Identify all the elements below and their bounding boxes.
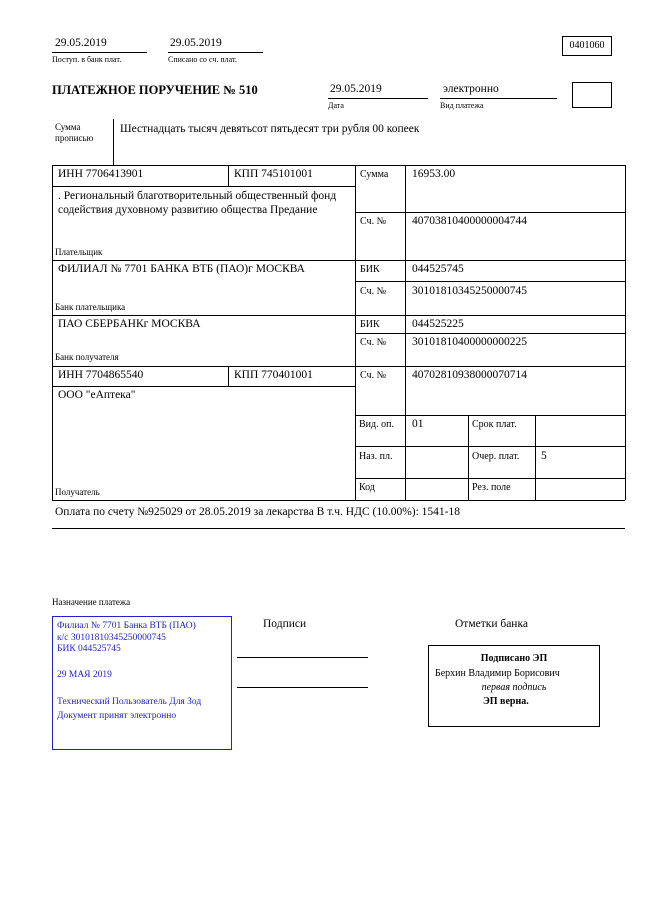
table-border bbox=[355, 415, 625, 416]
debited-date-label: Списано со сч. плат. bbox=[168, 55, 237, 64]
ep-verified: ЭП верна. bbox=[483, 696, 529, 707]
signature-kind: первая подпись bbox=[481, 682, 547, 693]
payee-inn: ИНН 7704865540 bbox=[58, 369, 144, 381]
received-date-underline bbox=[52, 52, 147, 53]
payee-section-label: Получатель bbox=[55, 487, 100, 497]
purpose-label: Назначение платежа bbox=[52, 597, 131, 607]
table-border bbox=[355, 478, 625, 479]
priority-label: Очер. плат. bbox=[472, 451, 520, 462]
received-date: 29.05.2019 bbox=[55, 37, 107, 49]
table-border bbox=[228, 165, 229, 186]
debited-date-underline bbox=[168, 52, 263, 53]
table-border bbox=[52, 366, 625, 367]
payee-bank-bik-label: БИК bbox=[360, 319, 380, 330]
stamp-date: 29 МАЯ 2019 bbox=[57, 669, 112, 680]
amount-value: 16953.00 bbox=[412, 168, 456, 180]
table-border bbox=[355, 446, 625, 447]
payer-bank-account-label: Сч. № bbox=[360, 286, 387, 297]
signature-line bbox=[237, 687, 368, 688]
payment-kind-value: электронно bbox=[443, 83, 499, 95]
signature-line bbox=[237, 657, 368, 658]
table-border bbox=[355, 212, 625, 213]
table-border bbox=[52, 260, 625, 261]
due-label: Срок плат. bbox=[472, 419, 517, 430]
document-date: 29.05.2019 bbox=[330, 83, 382, 95]
stamp-bik: БИК 044525745 bbox=[57, 644, 121, 654]
priority-value: 5 bbox=[541, 450, 547, 462]
amount-label: Сумма bbox=[360, 169, 389, 180]
payer-section-label: Плательщик bbox=[55, 247, 103, 257]
purpose-underline bbox=[52, 528, 625, 529]
payer-name: . Региональный благотворительный общественный фонд содействия духовному развитию общества Предание bbox=[58, 190, 337, 216]
header-empty-box bbox=[572, 82, 612, 108]
payer-bank-section-label: Банк плательщика bbox=[55, 302, 126, 312]
amount-words-label: Сумма прописью bbox=[55, 122, 94, 143]
stamp-bank-name: Филиал № 7701 Банка ВТБ (ПАО) bbox=[57, 621, 196, 631]
code-label: Код bbox=[359, 482, 375, 493]
reserve-label: Рез. поле bbox=[472, 482, 511, 493]
table-border bbox=[355, 333, 625, 334]
payee-kpp: КПП 770401001 bbox=[234, 369, 313, 381]
document-title: ПЛАТЕЖНОЕ ПОРУЧЕНИЕ № 510 bbox=[52, 83, 258, 97]
payer-bank-bik-label: БИК bbox=[360, 264, 380, 275]
op-type-label: Вид. оп. bbox=[359, 419, 394, 430]
debited-date: 29.05.2019 bbox=[170, 37, 222, 49]
payer-inn: ИНН 7706413901 bbox=[58, 168, 144, 180]
payee-bank-account: 30101810400000000225 bbox=[412, 336, 527, 348]
amount-words-divider bbox=[113, 119, 114, 165]
payer-bank-bik: 044525745 bbox=[412, 263, 464, 275]
payee-bank-bik: 044525225 bbox=[412, 318, 464, 330]
purpose-code-label: Наз. пл. bbox=[359, 451, 393, 462]
payee-account: 40702810938000070714 bbox=[412, 369, 527, 381]
payment-kind-label: Вид платежа bbox=[440, 101, 484, 110]
date-label: Дата bbox=[328, 101, 344, 110]
stamp-corr-account: к/с 30101810345250000745 bbox=[57, 632, 166, 643]
table-border bbox=[228, 366, 229, 386]
payee-bank-name: ПАО СБЕРБАНКг МОСКВА bbox=[58, 318, 201, 330]
table-border bbox=[355, 281, 625, 282]
payer-account: 40703810400000004744 bbox=[412, 215, 527, 227]
table-border bbox=[52, 165, 625, 166]
table-border bbox=[355, 165, 356, 500]
payer-account-label: Сч. № bbox=[360, 216, 387, 227]
payee-name: ООО "еАптека" bbox=[58, 389, 136, 401]
payee-bank-account-label: Сч. № bbox=[360, 337, 387, 348]
payer-bank-name: ФИЛИАЛ № 7701 БАНКА ВТБ (ПАО)г МОСКВА bbox=[58, 263, 305, 275]
bank-stamp-box bbox=[52, 616, 232, 750]
amount-words-text: Шестнадцать тысяч девятьсот пятьдесят три рубля 00 копеек bbox=[120, 123, 420, 135]
payee-account-label: Сч. № bbox=[360, 370, 387, 381]
table-border bbox=[405, 165, 406, 500]
payer-bank-account: 30101810345250000745 bbox=[412, 285, 527, 297]
date-underline bbox=[328, 98, 428, 99]
stamp-user: Технический Пользователь Для Зод bbox=[57, 697, 202, 707]
payer-kpp: КПП 745101001 bbox=[234, 168, 313, 180]
table-border bbox=[52, 386, 355, 387]
signer-name: Берхин Владимир Борисович bbox=[435, 668, 560, 679]
table-border bbox=[52, 165, 53, 500]
purpose-text: Оплата по счету №925029 от 28.05.2019 за лекарства В т.ч. НДС (10.00%): 1541-18 bbox=[55, 506, 461, 518]
table-border bbox=[52, 186, 355, 187]
form-code-box: 0401060 bbox=[562, 36, 612, 56]
table-border bbox=[625, 165, 626, 500]
op-type-value: 01 bbox=[412, 418, 424, 430]
table-border bbox=[468, 415, 469, 500]
signed-ep-title: Подписано ЭП bbox=[480, 653, 548, 664]
table-border bbox=[52, 500, 625, 501]
payment-kind-underline bbox=[440, 98, 557, 99]
stamp-status: Документ принят электронно bbox=[57, 710, 177, 721]
table-border bbox=[535, 415, 536, 500]
bank-marks-label: Отметки банка bbox=[455, 618, 528, 630]
received-date-label: Поступ. в банк плат. bbox=[52, 55, 122, 64]
signatures-label: Подписи bbox=[263, 618, 307, 630]
table-border bbox=[52, 315, 625, 316]
payee-bank-section-label: Банк получателя bbox=[55, 352, 119, 362]
